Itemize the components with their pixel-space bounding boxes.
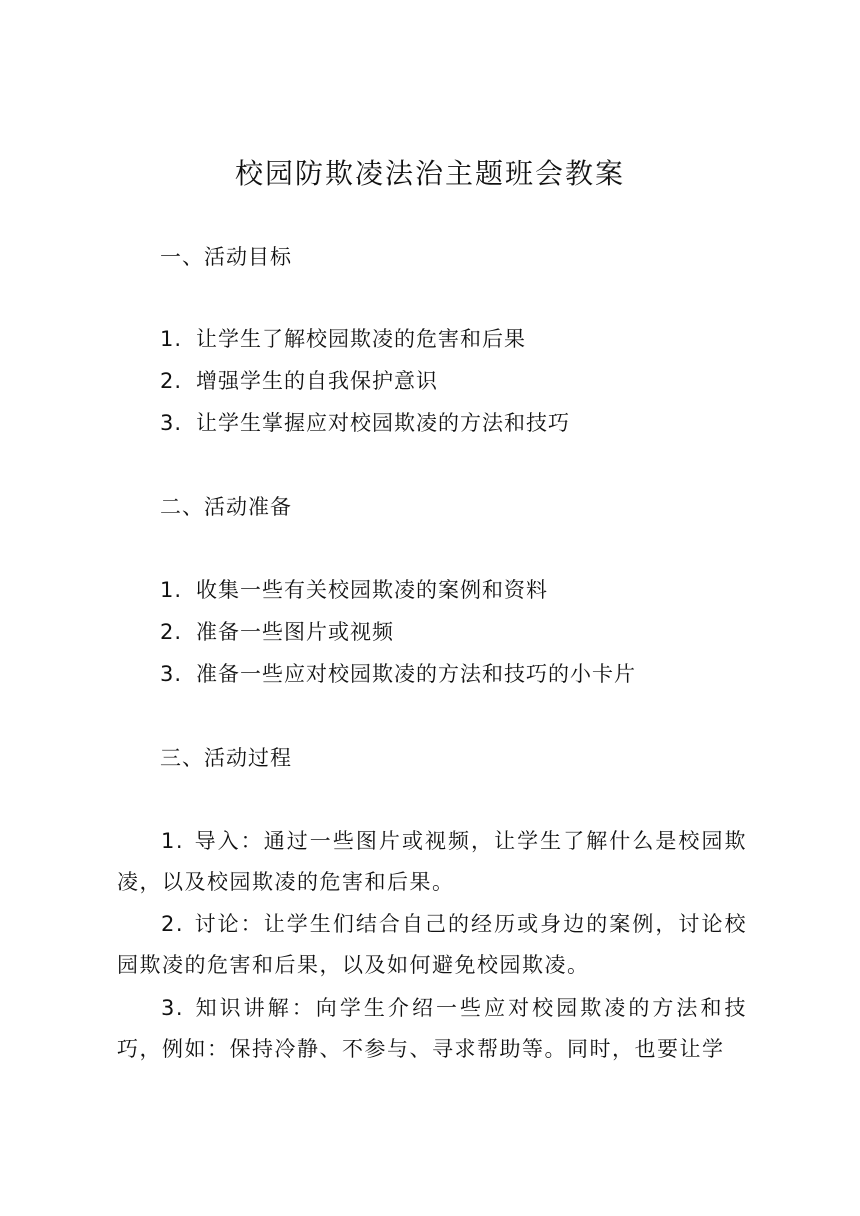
list-item-text: 让学生掌握应对校园欺凌的方法和技巧 bbox=[196, 411, 570, 435]
paragraph-number: 1. bbox=[161, 829, 185, 853]
list-item-number: 1. bbox=[160, 578, 183, 602]
section-heading-objectives: 一、活动目标 bbox=[160, 245, 292, 269]
list-item-number: 1. bbox=[160, 327, 183, 351]
list-item-text: 增强学生的自我保护意识 bbox=[196, 369, 438, 393]
process-paragraph-intro bbox=[117, 821, 747, 903]
list-item bbox=[160, 653, 636, 695]
section-heading-process: 三、活动过程 bbox=[160, 746, 292, 770]
list-item bbox=[160, 611, 636, 653]
paragraph-number: 3. bbox=[161, 996, 185, 1020]
list-item-number: 3. bbox=[160, 662, 183, 686]
preparation-list bbox=[160, 569, 636, 695]
list-item-text: 准备一些应对校园欺凌的方法和技巧的小卡片 bbox=[196, 662, 636, 686]
list-item bbox=[160, 402, 570, 444]
paragraph-text: 知识讲解：向学生介绍一些应对校园欺凌的方法和技巧，例如：保持冷静、不参与、寻求帮助等。同时，也要让学 bbox=[117, 996, 747, 1061]
list-item-number: 2. bbox=[160, 620, 183, 644]
paragraph-number: 2. bbox=[161, 912, 185, 936]
list-item bbox=[160, 360, 570, 402]
paragraph-text: 导入：通过一些图片或视频，让学生了解什么是校园欺凌，以及校园欺凌的危害和后果。 bbox=[117, 829, 747, 894]
process-paragraph-knowledge bbox=[117, 988, 747, 1070]
paragraph-text: 讨论：让学生们结合自己的经历或身边的案例，讨论校园欺凌的危害和后果，以及如何避免校园欺凌。 bbox=[117, 912, 747, 977]
list-item-text: 让学生了解校园欺凌的危害和后果 bbox=[196, 327, 526, 351]
section-heading-preparation: 二、活动准备 bbox=[160, 495, 292, 519]
list-item-number: 2. bbox=[160, 369, 183, 393]
list-item bbox=[160, 569, 636, 611]
list-item bbox=[160, 318, 570, 360]
list-item-text: 准备一些图片或视频 bbox=[196, 620, 394, 644]
process-paragraph-discussion bbox=[117, 904, 747, 986]
objectives-list bbox=[160, 318, 570, 444]
page-title: 校园防欺凌法治主题班会教案 bbox=[234, 157, 625, 190]
list-item-text: 收集一些有关校园欺凌的案例和资料 bbox=[196, 578, 548, 602]
list-item-number: 3. bbox=[160, 411, 183, 435]
